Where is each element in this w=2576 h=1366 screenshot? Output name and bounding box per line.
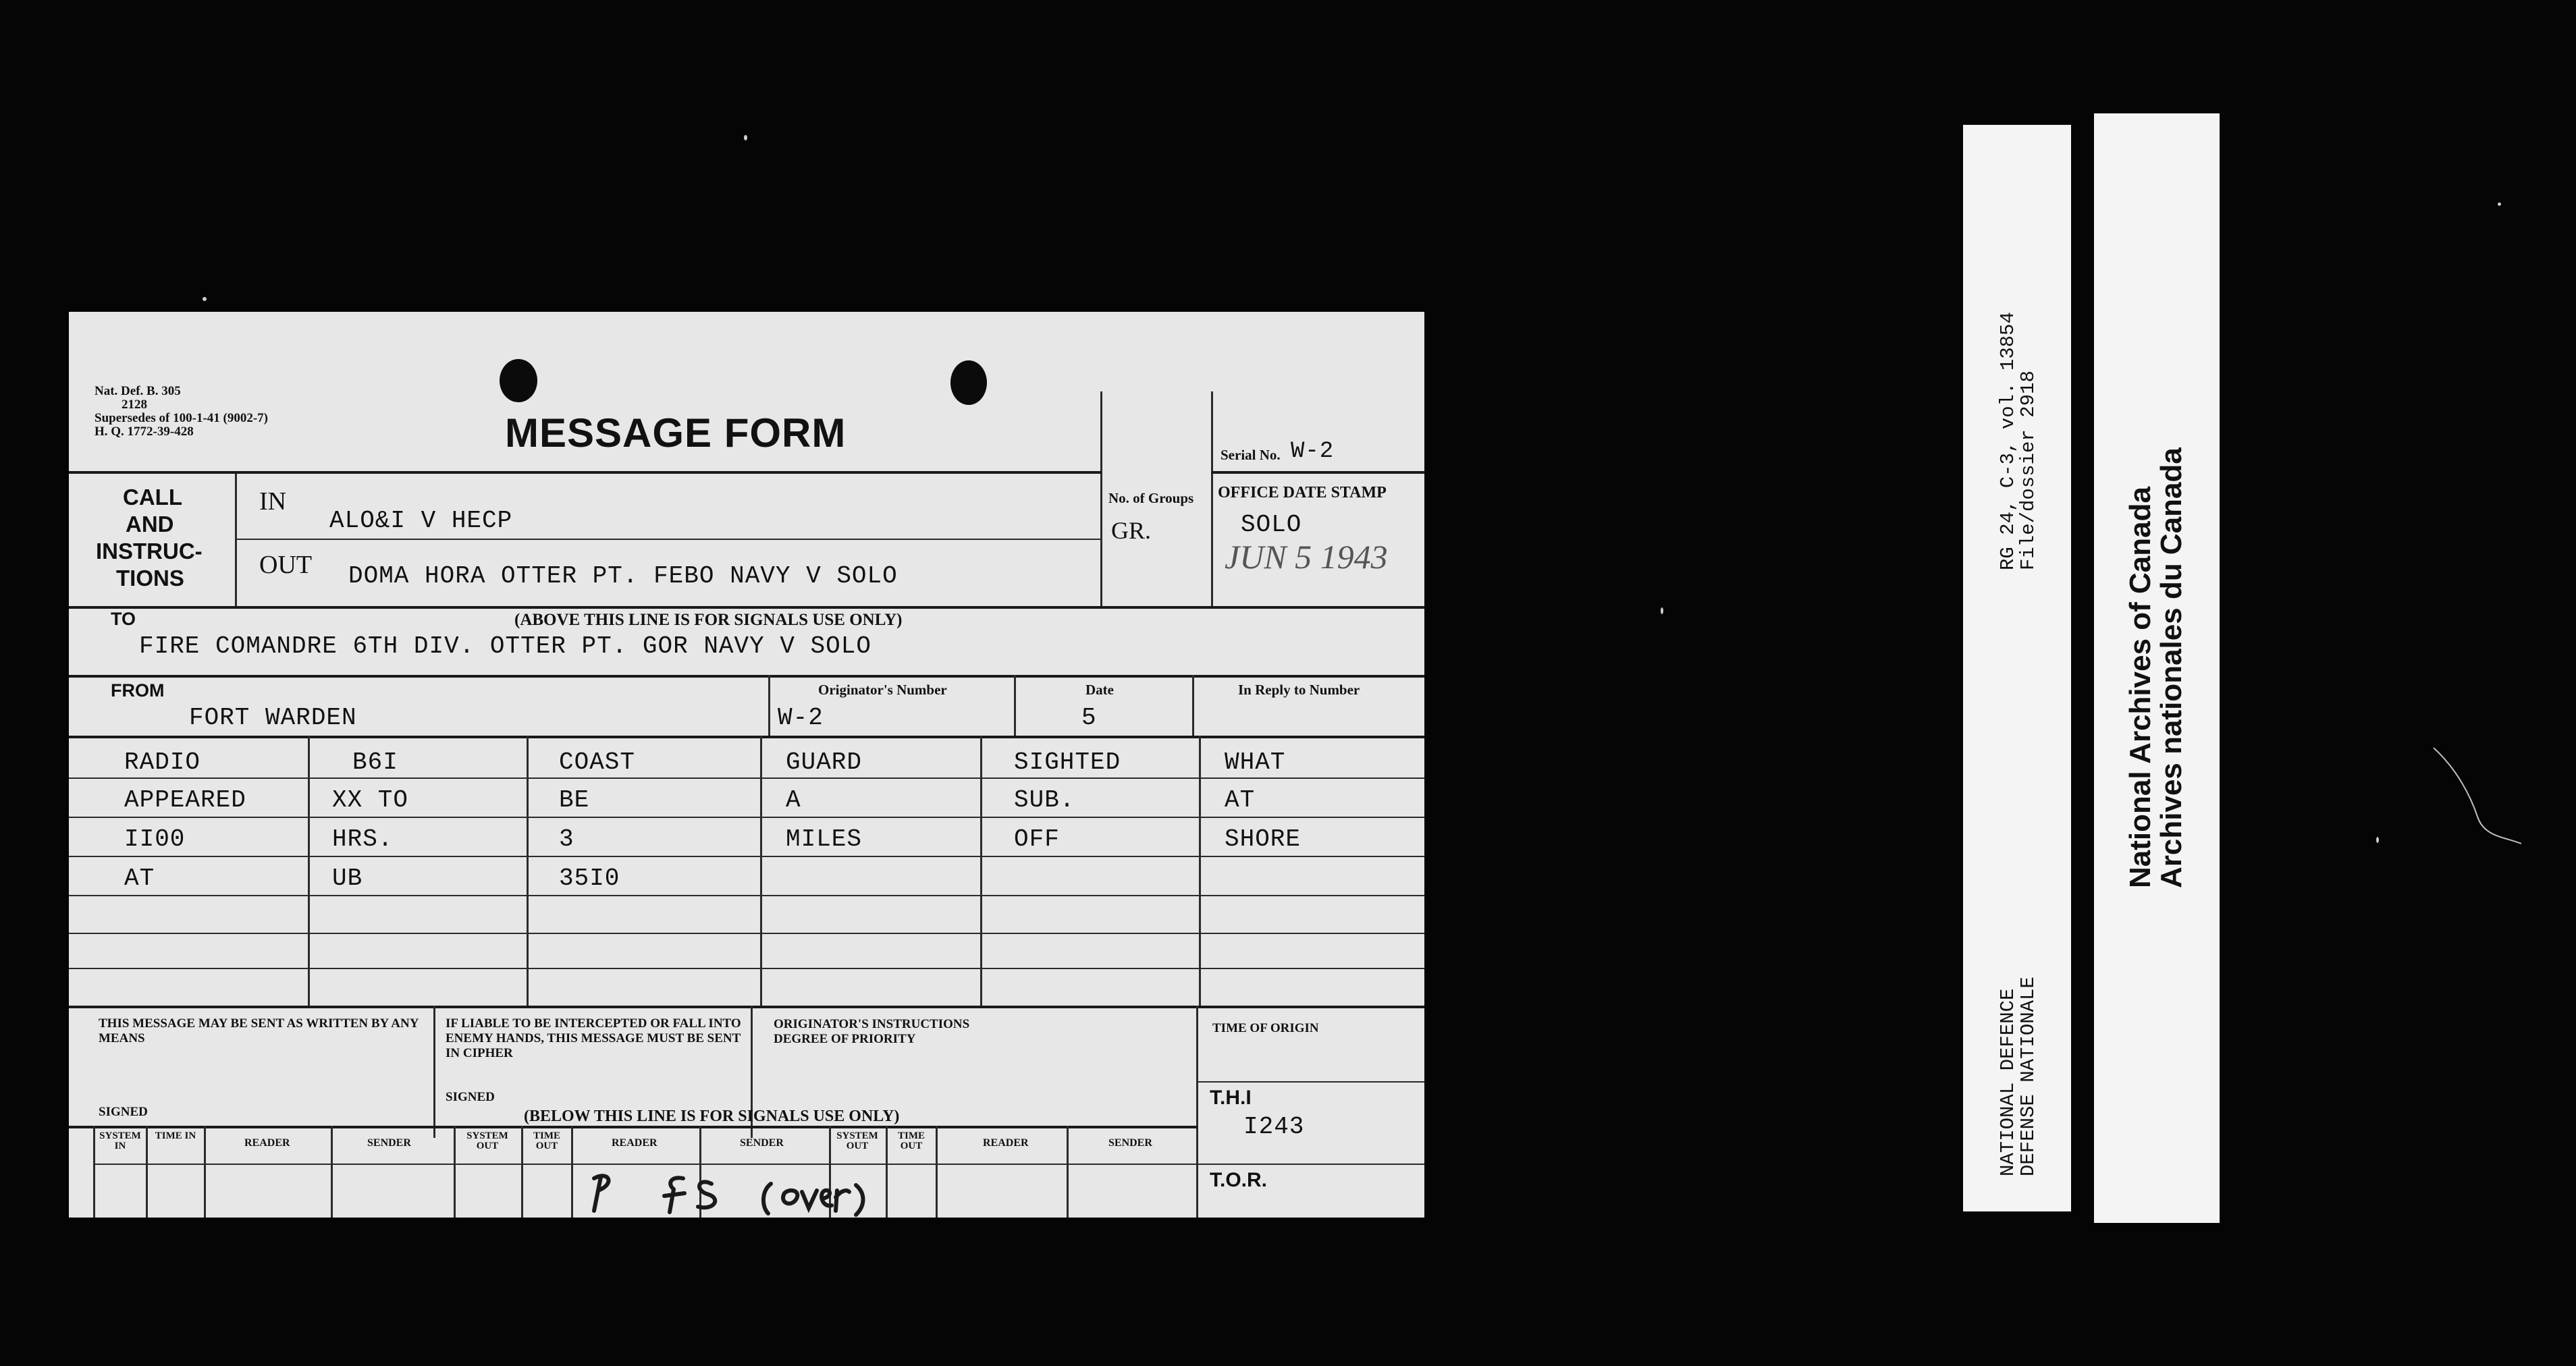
message-cell: AT	[124, 865, 155, 892]
divider	[1067, 1126, 1069, 1218]
from-label: FROM	[111, 680, 165, 701]
message-cell: WHAT	[1225, 748, 1286, 776]
divider	[980, 736, 982, 1006]
scratch-line	[2430, 742, 2525, 850]
message-cell: RADIO	[124, 748, 201, 776]
message-cell: A	[786, 786, 801, 814]
call-label-1: CALL	[123, 485, 182, 510]
ref-line-2: 2128	[122, 398, 147, 412]
out-label: OUT	[259, 551, 313, 579]
divider	[1192, 675, 1194, 737]
form-title: MESSAGE FORM	[505, 410, 847, 456]
rule	[69, 675, 1424, 678]
message-cell: COAST	[559, 748, 636, 776]
dust-speck	[2498, 202, 2501, 206]
sent-as-written: THIS MESSAGE MAY BE SENT AS WRITTEN BY ANY MEANS	[99, 1016, 419, 1045]
signals-note-above: (ABOVE THIS LINE IS FOR SIGNALS USE ONLY)	[514, 611, 903, 629]
stamp-date: JUN 5 1943	[1225, 538, 1388, 576]
rule	[1198, 1081, 1424, 1083]
department-line-1: NATIONAL DEFENCE	[1997, 988, 2019, 1176]
divider	[331, 1126, 333, 1218]
signed-label-right: SIGNED	[446, 1090, 495, 1104]
to-label: TO	[111, 609, 136, 629]
in-label: IN	[259, 487, 287, 516]
bottom-header: READER	[244, 1137, 290, 1149]
message-cell: II00	[124, 825, 186, 853]
ref-line-3: Supersedes of 100-1-41 (9002-7)	[95, 411, 269, 425]
to-value: FIRE COMANDRE 6TH DIV. OTTER PT. GOR NAVY V SOLO	[139, 632, 871, 660]
handwritten-annotation	[514, 1164, 919, 1218]
bottom-header: SENDER	[740, 1137, 784, 1149]
bottom-header: TIME OUT	[897, 1130, 925, 1151]
rule	[69, 1126, 1198, 1128]
groups-label: No. of Groups	[1108, 490, 1194, 506]
ref-line-4: H. Q. 1772-39-428	[95, 425, 194, 439]
archives-line-2: Archives nationales du Canada	[2155, 447, 2189, 888]
rule	[69, 817, 1424, 818]
message-cell: BE	[559, 786, 590, 814]
bottom-header: SYSTEM OUT	[466, 1130, 508, 1151]
message-cell: AT	[1225, 786, 1256, 814]
department-line-2: DEFENSE NATIONALE	[2017, 977, 2040, 1176]
message-cell: SUB.	[1014, 786, 1075, 814]
divider	[308, 736, 310, 1006]
stamp-office: SOLO	[1241, 511, 1302, 539]
groups-value: GR.	[1111, 517, 1152, 544]
from-value: FORT WARDEN	[189, 704, 357, 732]
message-cell: HRS.	[332, 825, 394, 853]
reference-line-2: File/dossier 2918	[2017, 371, 2040, 570]
date-value: 5	[1081, 704, 1097, 732]
punch-hole	[950, 360, 987, 405]
ref-line-1: Nat. Def. B. 305	[95, 384, 181, 398]
stamp-label: OFFICE DATE STAMP	[1218, 484, 1387, 501]
divider	[1196, 1006, 1198, 1218]
call-label-4: TIONS	[116, 566, 184, 591]
archives-line-1: National Archives of Canada	[2124, 487, 2157, 888]
divider	[768, 675, 770, 737]
archives-label	[2125, 447, 2187, 888]
serial-label: Serial No.	[1220, 447, 1281, 463]
divider	[454, 1126, 456, 1218]
dust-speck	[1661, 607, 1663, 614]
rule	[69, 895, 1424, 896]
in-value: ALO&I V HECP	[329, 507, 513, 535]
message-cell: 35I0	[559, 865, 620, 892]
message-cell: APPEARED	[124, 786, 246, 814]
rule	[69, 736, 1424, 738]
bottom-header: TIME OUT	[533, 1130, 560, 1151]
rule	[69, 471, 1102, 474]
signals-note-below: (BELOW THIS LINE IS FOR SIGNALS USE ONLY)	[524, 1108, 900, 1125]
message-cell: OFF	[1014, 825, 1060, 853]
message-cell: GUARD	[786, 748, 863, 776]
rule	[69, 1006, 1424, 1008]
originator-instructions: ORIGINATOR'S INSTRUCTIONS	[774, 1017, 970, 1031]
rule	[69, 856, 1424, 857]
message-cell: MILES	[786, 825, 863, 853]
rule	[1198, 1164, 1424, 1165]
divider	[936, 1126, 938, 1218]
divider	[1100, 391, 1102, 606]
message-cell: SIGHTED	[1014, 748, 1121, 776]
bottom-header: TIME IN	[155, 1130, 196, 1141]
bottom-header: READER	[983, 1137, 1029, 1149]
serial-value: W-2	[1291, 439, 1335, 464]
degree-priority: DEGREE OF PRIORITY	[774, 1032, 916, 1046]
divider	[204, 1126, 206, 1218]
archive-reference-strip	[1963, 125, 2071, 1211]
divider	[527, 736, 529, 1006]
message-cell: SHORE	[1225, 825, 1302, 853]
thi-label: T.H.I	[1210, 1087, 1252, 1109]
rule	[69, 606, 1424, 609]
rule	[1211, 471, 1424, 474]
bottom-header: SENDER	[1108, 1137, 1152, 1149]
message-form-card	[69, 312, 1424, 1218]
bottom-header: READER	[612, 1137, 658, 1149]
archives-canada-strip	[2094, 113, 2220, 1223]
divider	[146, 1126, 148, 1218]
message-cell: B6I	[352, 748, 398, 776]
cipher-note: IF LIABLE TO BE INTERCEPTED OR FALL INTO ENEMY HANDS, THIS MESSAGE MUST BE SENT IN CIPHER	[446, 1016, 741, 1060]
bottom-header: SYSTEM OUT	[836, 1130, 878, 1151]
bottom-header: SENDER	[367, 1137, 411, 1149]
message-cell: 3	[559, 825, 574, 853]
message-cell: UB	[332, 865, 363, 892]
tor-label: T.O.R.	[1210, 1169, 1268, 1191]
rule	[236, 539, 1102, 540]
dust-speck	[2376, 837, 2379, 843]
bottom-header: SYSTEM IN	[99, 1130, 141, 1151]
reference-line-1: RG 24, C-3, vol. 13854	[1997, 312, 2019, 570]
rule	[69, 968, 1424, 969]
department-text	[1998, 977, 2039, 1176]
divider	[1014, 675, 1016, 737]
out-value: DOMA HORA OTTER PT. FEBO NAVY V SOLO	[348, 562, 898, 590]
thi-value: I243	[1243, 1113, 1305, 1141]
originator-number: W-2	[778, 704, 824, 732]
divider	[93, 1126, 95, 1218]
call-label-2: AND	[126, 512, 174, 537]
signed-label-left: SIGNED	[99, 1105, 148, 1119]
call-label-3: INSTRUC-	[96, 539, 203, 564]
divider	[1199, 736, 1201, 1006]
punch-hole	[500, 359, 537, 402]
dust-speck	[203, 297, 207, 301]
originator-number-label: Originator's Number	[818, 682, 947, 698]
dust-speck	[744, 135, 747, 140]
time-of-origin: TIME OF ORIGIN	[1212, 1021, 1319, 1035]
divider	[433, 1006, 435, 1138]
rule	[69, 933, 1424, 934]
message-cell: XX TO	[332, 786, 409, 814]
reference-text	[1998, 312, 2039, 570]
divider	[1211, 391, 1213, 606]
divider	[760, 736, 762, 1006]
rule	[69, 777, 1424, 779]
date-label: Date	[1085, 682, 1114, 698]
reply-label: In Reply to Number	[1238, 682, 1360, 698]
